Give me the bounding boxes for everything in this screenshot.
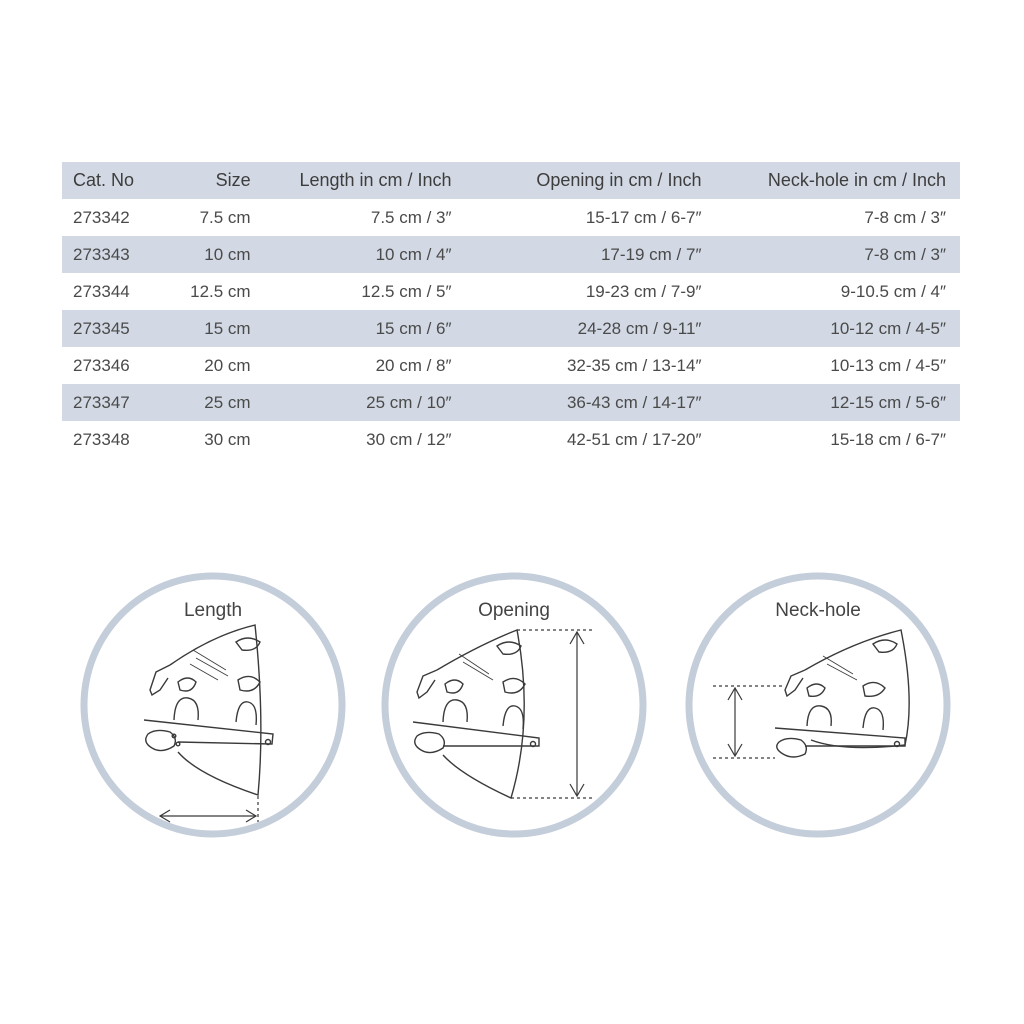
cell-cat-no: 273347 [62,384,168,421]
cell-length: 30 cm / 12″ [366,429,452,449]
table-row [62,384,960,421]
cell-neckhole: 12-15 cm / 5-6″ [701,384,960,421]
table-row [62,199,960,236]
cell-length: 7.5 cm / 3″ [370,207,452,227]
table-row [62,310,960,347]
cell-neckhole: 7-8 cm / 3″ [864,207,946,227]
cell-cat-no: 273345 [62,310,168,347]
cell-cat-no: 273344 [73,281,130,301]
length-label: Length [183,600,243,621]
cell-size: 15 cm [168,310,251,347]
table-row [62,347,960,384]
cell-size: 7.5 cm [199,207,251,227]
neckhole-diagram [683,570,953,840]
cell-length: 25 cm / 10″ [251,384,452,421]
cell-opening: 19-23 cm / 7-9″ [585,281,702,301]
cell-neckhole: 10-13 cm / 4-5″ [830,355,946,375]
cell-length: 20 cm / 8″ [375,355,452,375]
table-header-row [62,162,960,199]
cell-length: 12.5 cm / 5″ [361,281,452,301]
header-length: Length in cm / Inch [251,162,452,199]
cell-opening: 36-43 cm / 14-17″ [452,384,702,421]
header-size: Size [168,162,251,199]
cell-neckhole: 10-12 cm / 4-5″ [701,310,960,347]
cell-opening: 17-19 cm / 7″ [452,236,702,273]
table-row [62,421,960,458]
cell-length: 15 cm / 6″ [251,310,452,347]
size-table [62,162,960,458]
cell-cat-no: 273342 [73,207,130,227]
cell-cat-no: 273346 [73,355,130,375]
table-row [62,273,960,310]
cell-neckhole: 15-18 cm / 6-7″ [830,429,946,449]
cell-cat-no: 273348 [73,429,130,449]
cone-collar-drawing [144,625,273,795]
cell-opening: 32-35 cm / 13-14″ [566,355,702,375]
header-opening: Opening in cm / Inch [452,162,702,199]
opening-diagram [379,570,649,840]
neckhole-arrow [713,686,783,758]
length-arrow [160,796,258,822]
cell-neckhole: 9-10.5 cm / 4″ [840,281,946,301]
cell-size: 10 cm [168,236,251,273]
cell-opening: 42-51 cm / 17-20″ [566,429,702,449]
cone-collar-drawing [775,630,909,757]
cell-opening: 15-17 cm / 6-7″ [585,207,702,227]
measurement-diagrams [0,560,1024,850]
cell-length: 10 cm / 4″ [251,236,452,273]
cell-size: 25 cm [168,384,251,421]
cell-cat-no: 273343 [62,236,168,273]
table-row [62,236,960,273]
cell-size: 12.5 cm [190,281,251,301]
cell-opening: 24-28 cm / 9-11″ [452,310,702,347]
cone-collar-drawing [413,630,539,798]
length-diagram [78,570,348,840]
cell-size: 20 cm [204,355,251,375]
cell-neckhole: 7-8 cm / 3″ [701,236,960,273]
header-neckhole: Neck-hole in cm / Inch [701,162,960,199]
opening-label: Opening [478,600,550,621]
header-cat-no: Cat. No [62,162,168,199]
cell-size: 30 cm [204,429,251,449]
neckhole-label: Neck-hole [775,600,861,621]
